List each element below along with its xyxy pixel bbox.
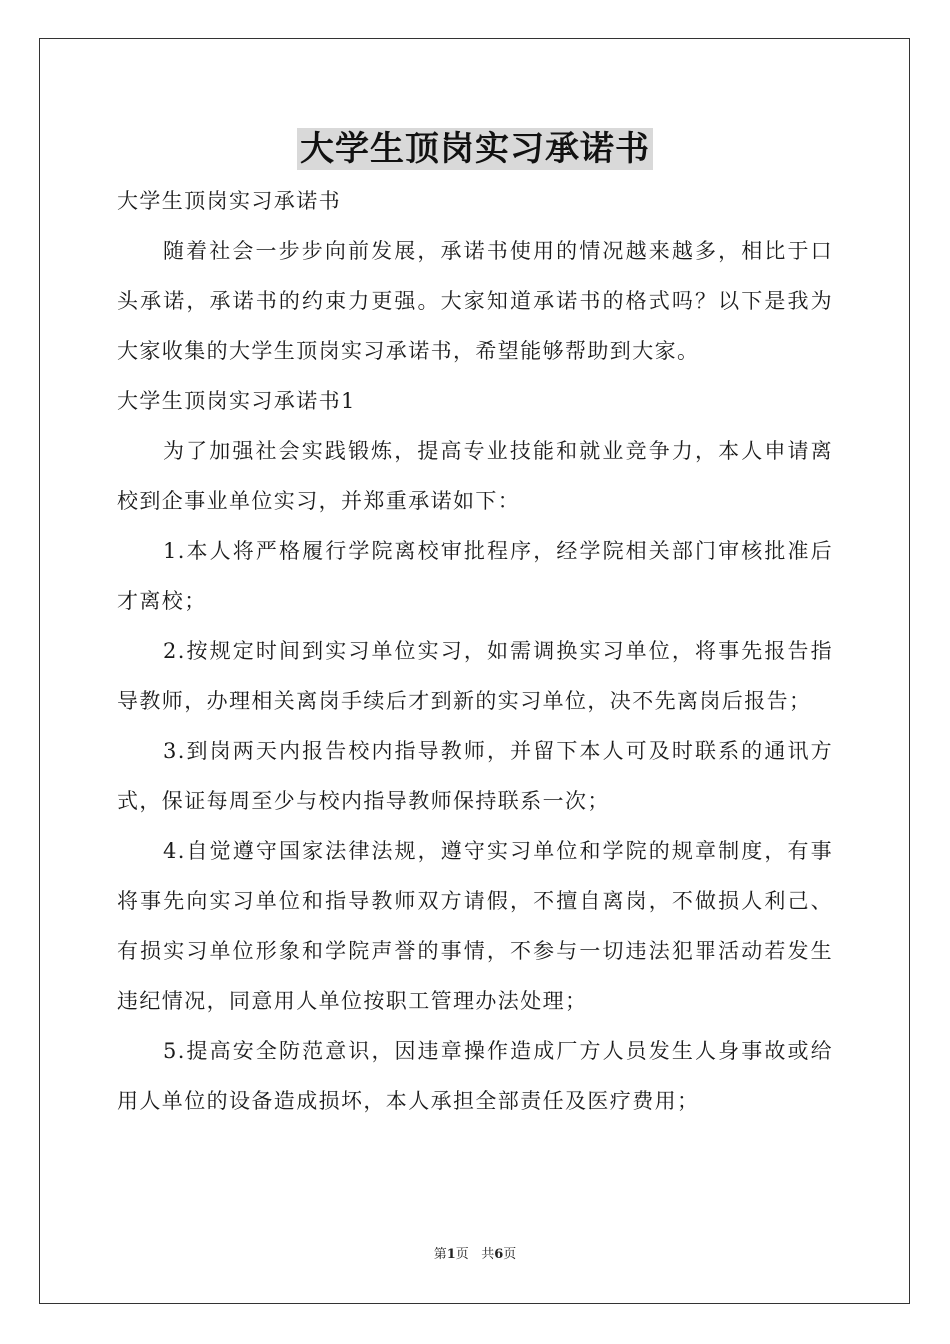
paragraph-item-4: 4.自觉遵守国家法律法规，遵守实习单位和学院的规章制度，有事将事先向实习单位和指导教师双方请假，不擅自离岗，不做损人利己、有损实习单位形象和学院声誉的事情，不参与一切违法犯罪活动若发生违纪情况，同意用人单位按职工管理办法处理； [117,839,833,1013]
footer-total-prefix: 共 [481,1247,495,1262]
paragraph-intro: 随着社会一步步向前发展，承诺书使用的情况越来越多，相比于口头承诺，承诺书的约束力更强。大家知道承诺书的格式吗？以下是我为大家收集的大学生顶岗实习承诺书，希望能够帮助到大家。 [117,239,833,363]
footer-page-suffix: 页 [455,1247,469,1262]
footer-page-number: 1 [446,1247,456,1262]
paragraph-preamble: 为了加强社会实践锻炼，提高专业技能和就业竞争力，本人申请离校到企事业单位实习，并郑重承诺如下： [117,439,833,513]
document-body [117,176,833,1126]
document-title: 大学生顶岗实习承诺书 [297,128,653,170]
paragraph-subtitle: 大学生顶岗实习承诺书 [117,189,341,213]
paragraph-item-1: 1.本人将严格履行学院离校审批程序，经学院相关部门审核批准后才离校； [117,539,833,613]
paragraph-heading-1: 大学生顶岗实习承诺书1 [117,389,356,413]
title-wrap [0,128,950,170]
page-footer [0,1246,950,1264]
footer-total-suffix: 页 [503,1247,517,1262]
paragraph-item-3: 3.到岗两天内报告校内指导教师，并留下本人可及时联系的通讯方式，保证每周至少与校内指导教师保持联系一次； [117,739,833,813]
footer-total-pages: 6 [494,1247,504,1262]
paragraph-item-5: 5.提高安全防范意识，因违章操作造成厂方人员发生人身事故或给用人单位的设备造成损坏，本人承担全部责任及医疗费用； [117,1039,833,1113]
footer-prefix: 第 [433,1247,447,1262]
paragraph-item-2: 2.按规定时间到实习单位实习，如需调换实习单位，将事先报告指导教师，办理相关离岗手续后才到新的实习单位，决不先离岗后报告； [117,639,833,713]
